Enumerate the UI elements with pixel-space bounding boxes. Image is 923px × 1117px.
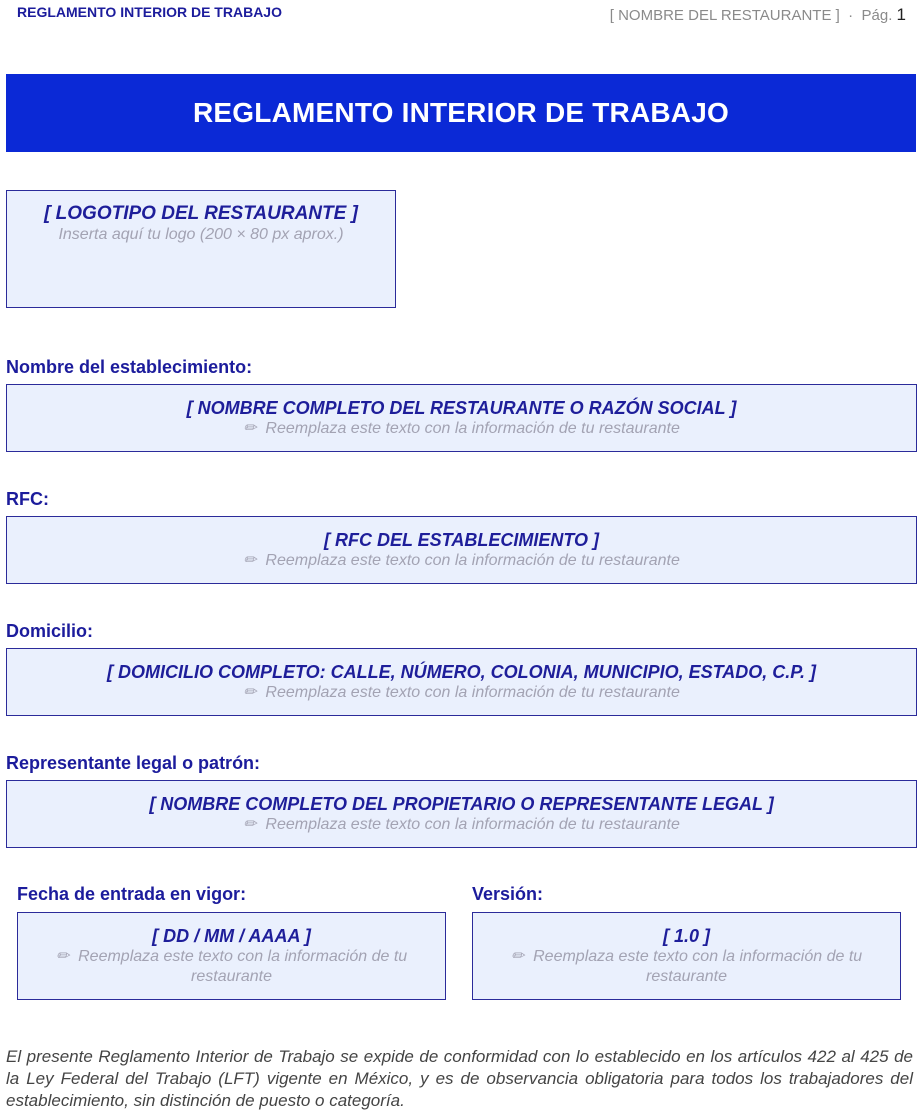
field-version[interactable] [472, 912, 901, 1000]
legal-paragraph: El presente Reglamento Interior de Trabajo se expide de conformidad con lo establecido en los artículos 422 al 425 de la Ley Federal del Trabajo (LFT) vigente en México, y es de observancia obligatoria para todos los trabajadores del establecimiento, sin distinción de puesto o categoría. [6, 1047, 913, 1110]
field-placeholder: [ NOMBRE COMPLETO DEL RESTAURANTE O RAZÓN SOCIAL ] [186, 398, 737, 418]
page-title: REGLAMENTO INTERIOR DE TRABAJO [193, 97, 729, 128]
field-hint: ✏ Reemplaza este texto con la información de tu restaurante [243, 552, 680, 569]
pencil-icon: ✏ [243, 420, 257, 437]
field-hint: ✏ Reemplaza este texto con la información de tu restaurante [243, 420, 680, 437]
field-label-name: Nombre del establecimiento: [6, 357, 253, 377]
field-placeholder: [ DOMICILIO COMPLETO: CALLE, NÚMERO, COLONIA, MUNICIPIO, ESTADO, C.P. ] [106, 662, 816, 682]
page-label: Pág. [861, 7, 893, 24]
page-number: 1 [896, 5, 906, 24]
field-hint: ✏ Reemplaza este texto con la información de tu restaurante [243, 684, 680, 701]
logo-placeholder-box[interactable] [6, 190, 396, 308]
pencil-icon: ✏ [243, 816, 257, 833]
title-banner [6, 74, 916, 152]
field-label-version: Versión: [472, 884, 544, 904]
header-restaurant-name: [ NOMBRE DEL RESTAURANTE ] [609, 7, 840, 24]
field-placeholder: [ 1.0 ] [662, 926, 710, 946]
running-header-info [610, 5, 906, 25]
running-header-title: REGLAMENTO INTERIOR DE TRABAJO [17, 4, 282, 20]
header-separator: · [848, 7, 854, 24]
field-label-rfc: RFC: [6, 489, 49, 509]
pencil-icon: ✏ [55, 948, 70, 965]
field-address[interactable] [6, 648, 917, 716]
pencil-icon: ✏ [243, 552, 257, 569]
field-effective-date[interactable] [17, 912, 446, 1000]
field-placeholder: [ DD / MM / AAAA ] [152, 926, 311, 946]
field-hint: ✏ Reemplaza este texto con la información de tu restaurante [243, 816, 680, 833]
logo-placeholder: [ LOGOTIPO DEL RESTAURANTE ] [44, 203, 358, 224]
field-legal-representative[interactable] [6, 780, 917, 848]
field-rfc[interactable] [6, 516, 917, 584]
field-hint: ✏ Reemplaza este texto con la información de tu restaurante [510, 948, 863, 985]
field-label-legal-rep: Representante legal o patrón: [6, 753, 261, 773]
logo-hint: Inserta aquí tu logo (200 × 80 px aprox.) [58, 226, 344, 243]
pencil-icon: ✏ [243, 684, 257, 701]
field-placeholder: [ NOMBRE COMPLETO DEL PROPIETARIO O REPRESENTANTE LEGAL ] [149, 794, 774, 814]
field-hint: ✏ Reemplaza este texto con la información de tu restaurante [55, 948, 408, 985]
field-label-date: Fecha de entrada en vigor: [17, 884, 247, 904]
field-placeholder: [ RFC DEL ESTABLECIMIENTO ] [323, 530, 599, 550]
pencil-icon: ✏ [510, 948, 525, 965]
field-label-address: Domicilio: [6, 621, 94, 641]
field-establishment-name[interactable] [6, 384, 917, 452]
